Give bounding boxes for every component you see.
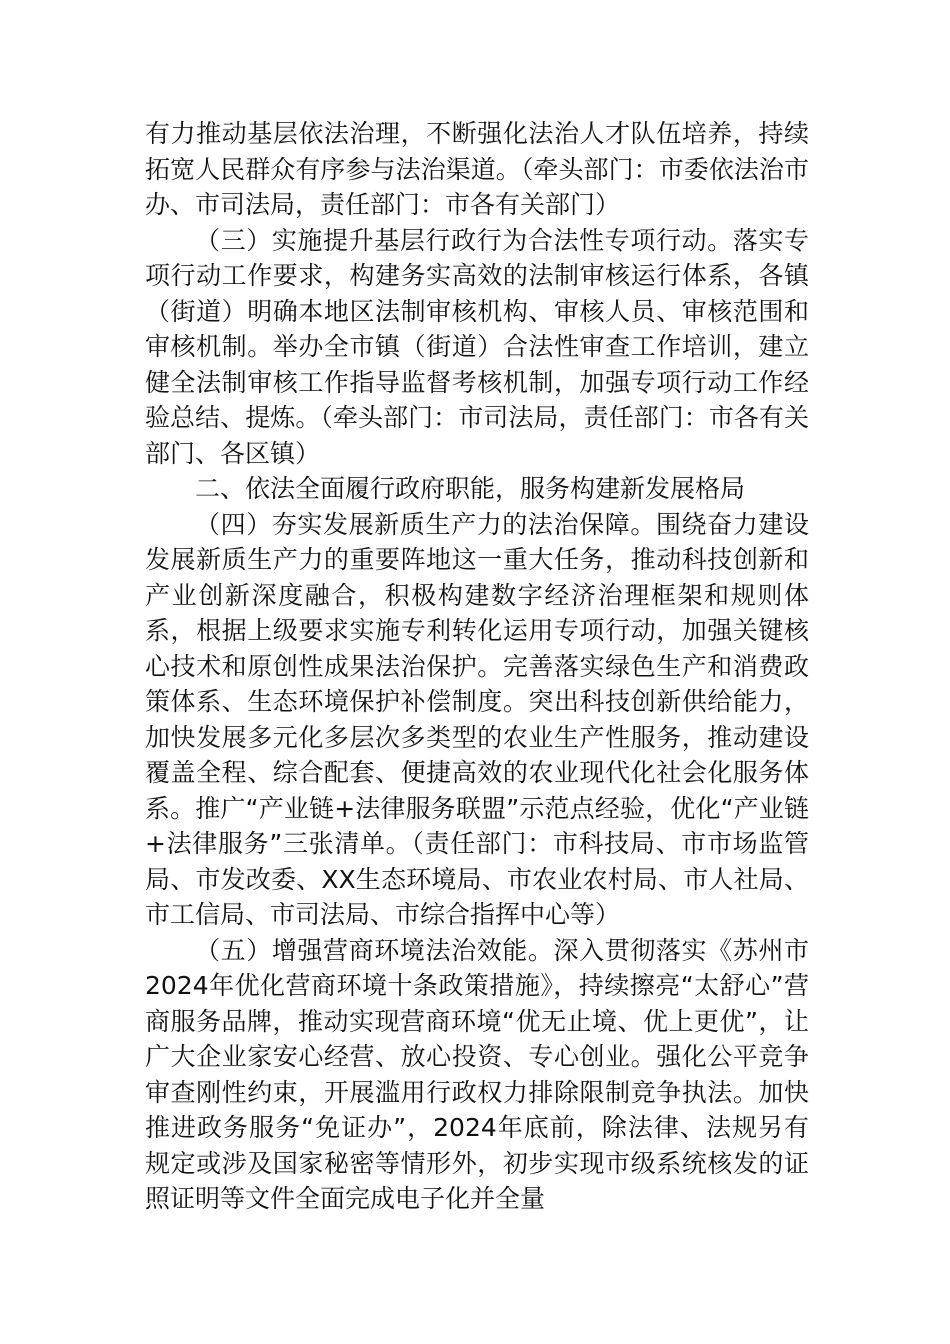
- document-body: [145, 116, 809, 1217]
- section-heading-two: 二、依法全面履行政府职能，服务构建新发展格局: [195, 474, 746, 503]
- paragraph-section-three: （三）实施提升基层行政行为合法性专项行动。落实专项行动工作要求，构建务实高效的法制审核运行体系，各镇（街道）明确本地区法制审核机构、审核人员、审核范围和审核机制。举办全市镇（街道）合法性审查工作培训，建立健全法制审核工作指导监督考核机制，加强专项行动工作经验总结、提炼。（牵头部门：市司法局，责任部门：市各有关部门、各区镇）: [145, 225, 809, 468]
- paragraph-section-four: （四）夯实发展新质生产力的法治保障。围绕奋力建设发展新质生产力的重要阵地这一重大任务，推动科技创新和产业创新深度融合，积极构建数字经济治理框架和规则体系，根据上级要求实施专利转化运用专项行动，加强关键核心技术和原创性成果法治保护。完善落实绿色生产和消费政策体系、生态环境保护补偿制度。突出科技创新供给能力，加快发展多元化多层次多类型的农业生产性服务，推动建设覆盖全程、综合配套、便捷高效的农业现代化社会化服务体系。推广“产业链+法律服务联盟”示范点经验，优化“产业链+法律服务”三张清单。（责任部门：市科技局、市市场监管局、市发改委、XX生态环境局、市农业农村局、市人社局、市工信局、市司法局、市综合指挥中心等）: [145, 509, 809, 929]
- paragraph-continuation: 有力推动基层依法治理，不断强化法治人才队伍培养，持续拓宽人民群众有序参与法治渠道。（牵头部门：市委依法治市办、市司法局，责任部门：市各有关部门）: [145, 119, 809, 219]
- paragraph-section-five: （五）增强营商环境法治效能。深入贯彻落实《苏州市2024年优化营商环境十条政策措施》，持续擦亮“太舒心”营商服务品牌，推动实现营商环境“优无止境、优上更优”，让广大企业家安心经营、放心投资、专心创业。强化公平竞争审查刚性约束，开展滥用行政权力排除限制竞争执法。加快推进政务服务“免证办”，2024年底前，除法律、法规另有规定或涉及国家秘密等情形外，初步实现市级系统核发的证照证明等文件全面完成电子化并全量: [145, 935, 809, 1213]
